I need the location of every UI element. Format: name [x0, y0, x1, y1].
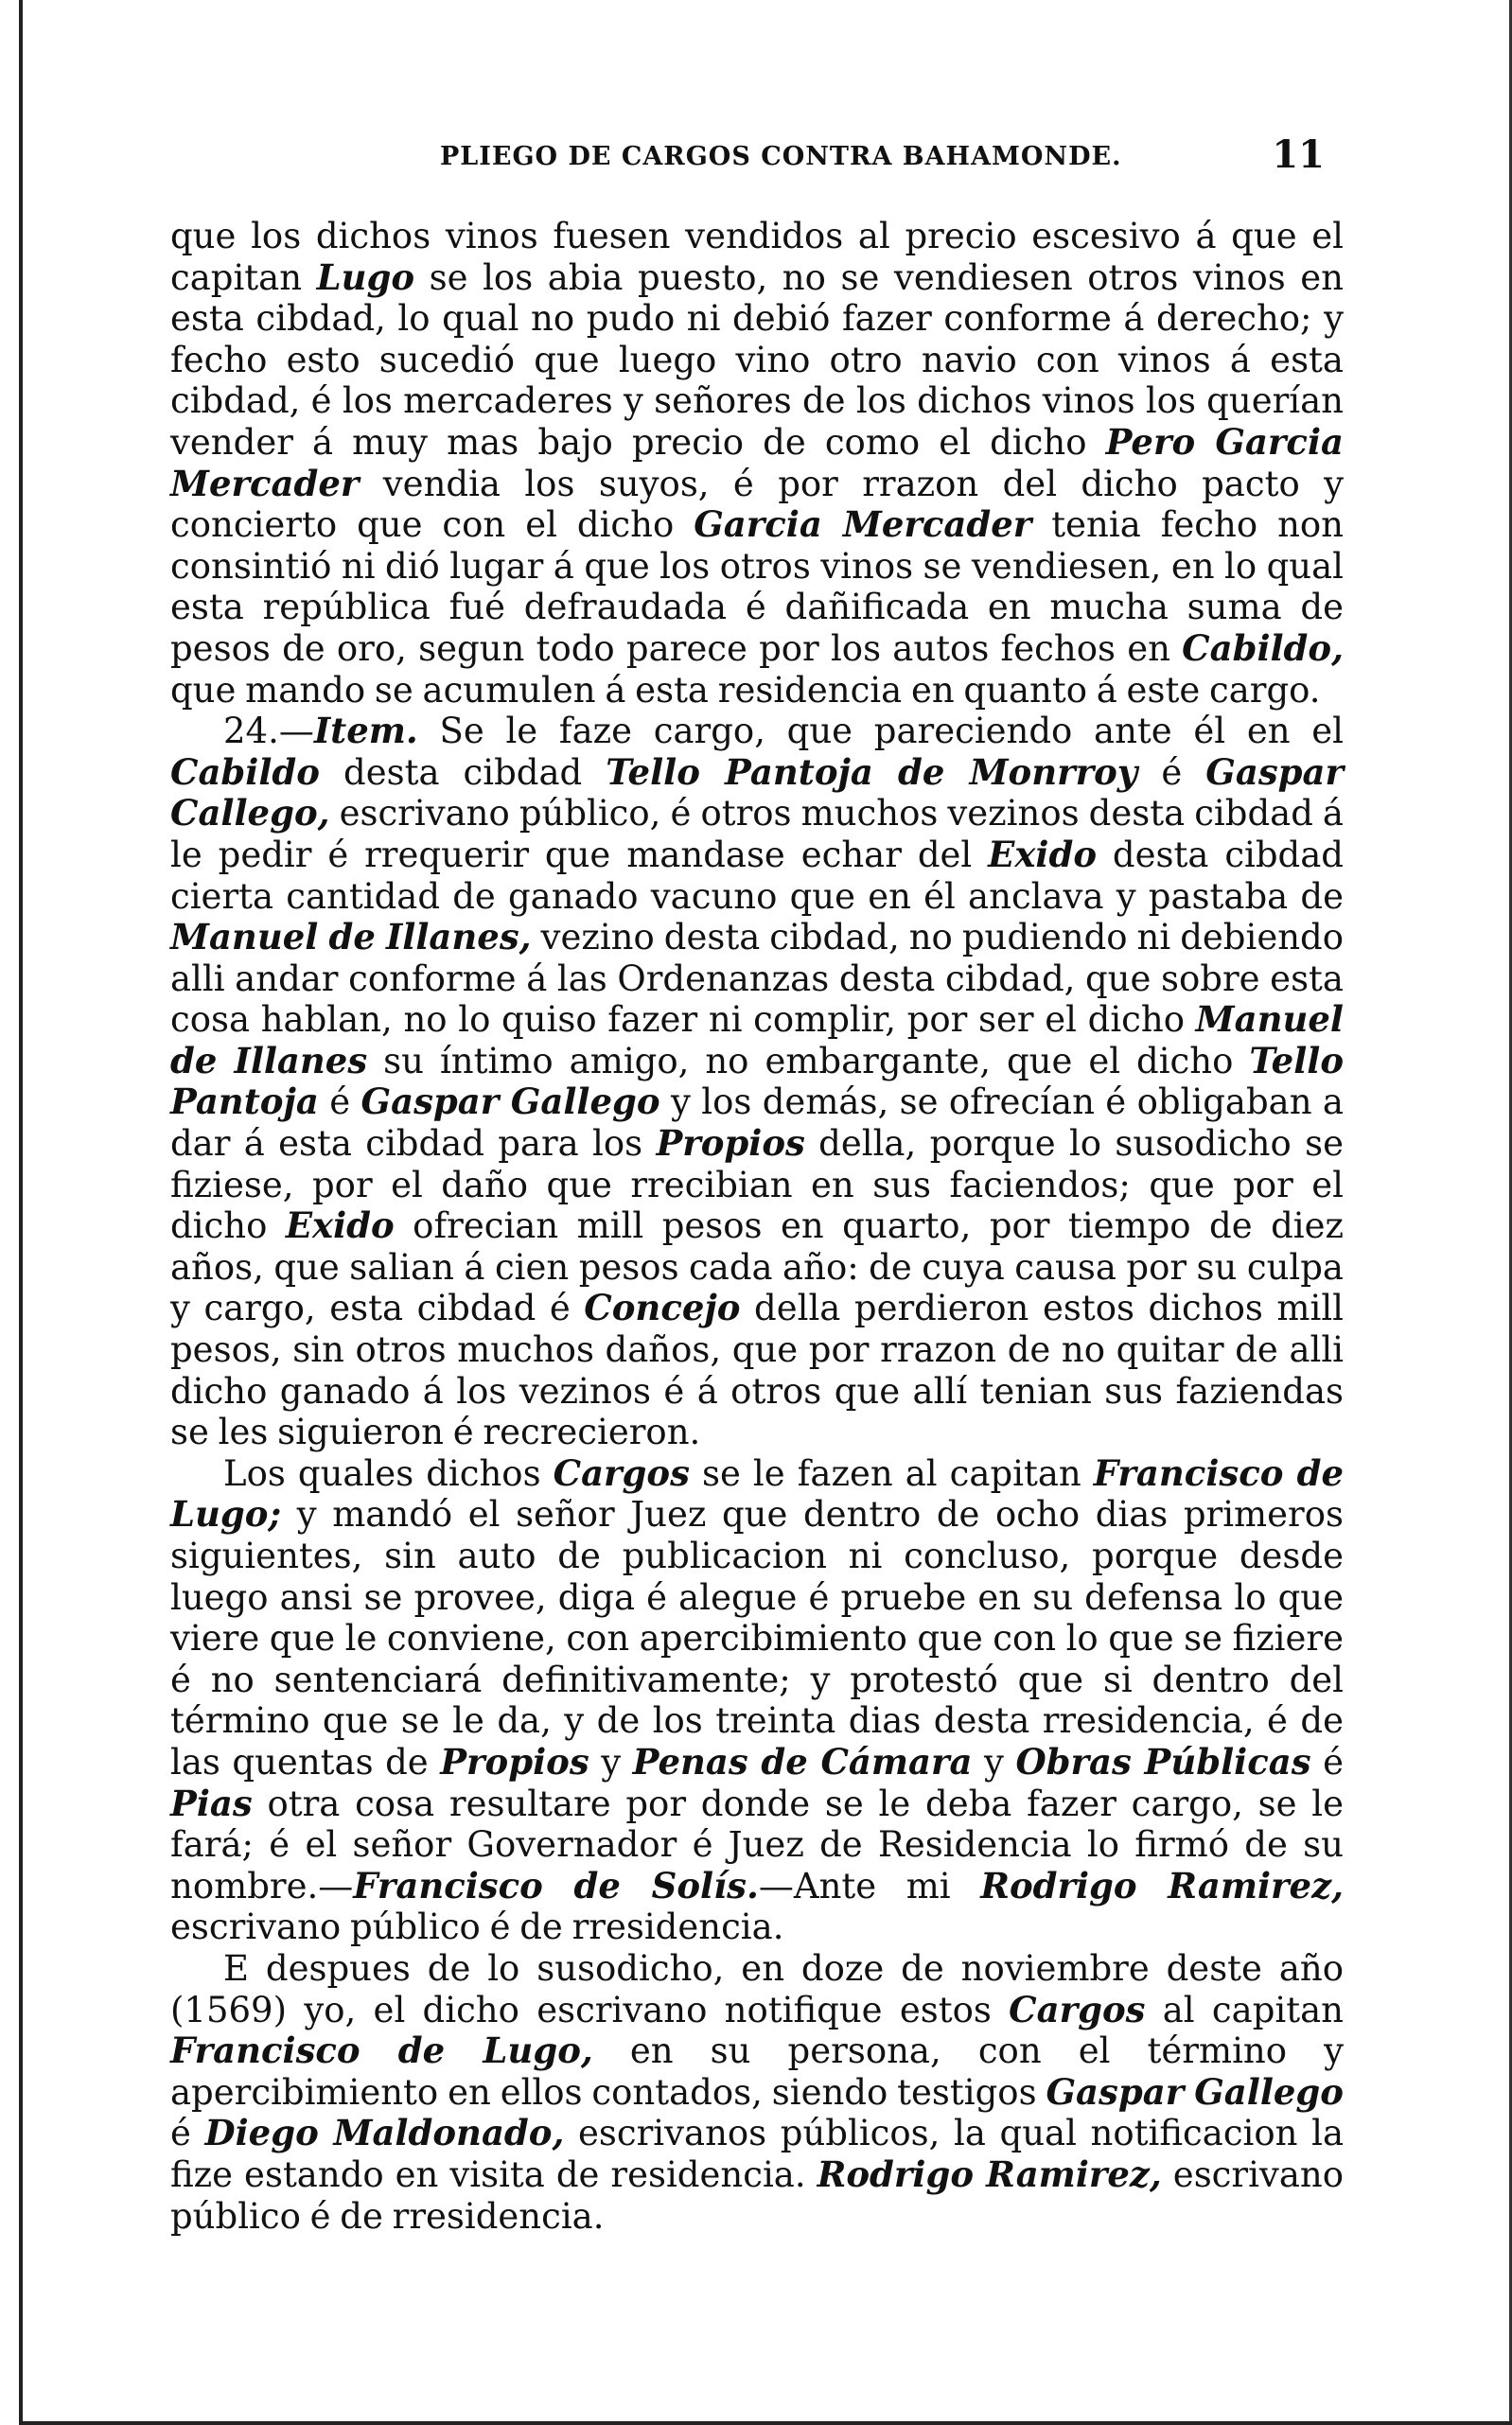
text-run: vendia los suyos, é por rrazon del dicho pacto y concierto que con el dicho: [170, 463, 1344, 546]
italic-name-run: Item.: [313, 710, 418, 752]
text-run: Se le faze cargo, que pareciendo ante él en el: [417, 711, 1344, 752]
paragraph-2: [170, 711, 1344, 1453]
text-run: su íntimo amigo, no embargante, que el dicho: [367, 1040, 1250, 1081]
italic-name-run: Pias: [170, 1782, 253, 1824]
italic-name-run: Gaspar Callego,: [170, 750, 1344, 835]
italic-name-run: Rodrigo Ramirez,: [980, 1864, 1344, 1907]
italic-name-run: Lugo: [316, 255, 415, 298]
italic-name-run: Exido: [988, 833, 1098, 875]
text-run: della, porque lo susodicho se fiziese, por el daño que rrecibian en sus faciendos; que por el dicho: [170, 1123, 1344, 1247]
running-head: [175, 132, 1344, 180]
text-run: escrivano público, é otros muchos vezinos desta cibdad á le pedir é rrequerir que mandase echar del: [170, 793, 1344, 875]
body-text: [170, 216, 1344, 2237]
text-run: y: [589, 1741, 633, 1783]
text-run: é: [170, 2113, 205, 2154]
text-run: vezino desta cibdad, no pudiendo ni debiendo alli andar conforme á las Ordenanzas desta cibdad, que sobre esta cosa hablan, no lo quiso fazer ni complir, por ser el dicho: [170, 917, 1345, 1041]
text-run: ofrecian mill pesos en quarto, por tiempo de diez años, que salian á cien pesos cada año: de cuya causa por su culpa y cargo, esta cibdad é: [170, 1205, 1345, 1329]
text-run: que los dichos vinos fuesen vendidos al precio escesivo á que el capitan: [170, 216, 1344, 298]
italic-name-run: Manuel de Illanes,: [170, 916, 532, 958]
page-edge-bottom: [19, 2421, 1512, 2425]
text-run: escrivano público é de rresidencia.: [170, 1907, 784, 1948]
italic-name-run: Francisco de Lugo;: [170, 1451, 1344, 1536]
italic-name-run: Obras Públicas: [1015, 1740, 1311, 1783]
italic-name-run: Rodrigo Ramirez,: [817, 2153, 1162, 2195]
text-run: se le fazen al capitan: [689, 1452, 1094, 1494]
text-run: otra cosa resultare por donde se le deba fazer cargo, se le fará; é el señor Governador é Juez de Residencia lo firmó de su nombre.—: [170, 1783, 1344, 1907]
text-run: desta cibdad cierta cantidad de ganado vacuno que en él anclava y pastaba de: [170, 834, 1344, 917]
text-run: y: [972, 1741, 1016, 1783]
text-run: é: [318, 1081, 361, 1123]
page-edge-left: [19, 0, 23, 2425]
text-run: al capitan: [1145, 1989, 1344, 2030]
text-run: escrivanos públicos, la qual notificacion la fize estando en visita de residencia.: [170, 2113, 1344, 2195]
page-number: 11: [1272, 132, 1325, 177]
italic-name-run: Cargos: [553, 1451, 690, 1494]
text-run: della perdieron estos dichos mill pesos, sin otros muchos daños, que por rrazon de no quitar de alli dicho ganado á los vezinos é á otros que allí tenian sus faziendas se les siguieron é recrecieron.: [170, 1288, 1345, 1453]
italic-name-run: Tello Pantoja de Monrroy: [606, 750, 1138, 793]
italic-name-run: Exido: [285, 1204, 395, 1247]
text-run: tenia fecho non consintió ni dió lugar á que los otros vinos se vendiesen, en lo qual esta república fué defraudada é dañificada en mucha suma de pesos de oro, segun todo parece por los autos fechos en: [170, 504, 1345, 669]
paragraph-4: [170, 1948, 1344, 2237]
italic-name-run: Tello Pantoja: [170, 1039, 1344, 1123]
italic-name-run: Gaspar Gallego: [1046, 2070, 1344, 2113]
italic-name-run: Francisco de Solís.: [353, 1864, 759, 1907]
italic-name-run: Cabildo,: [1182, 626, 1344, 669]
italic-name-run: Garcia Mercader: [694, 503, 1032, 546]
italic-name-run: Gaspar Gallego: [360, 1081, 660, 1123]
italic-name-run: Diego Maldonado,: [204, 2112, 565, 2154]
italic-name-run: Concejo: [584, 1287, 741, 1329]
running-title: PLIEGO DE CARGOS CONTRA BAHAMONDE.: [440, 142, 1122, 171]
italic-name-run: Propios: [656, 1122, 805, 1165]
text-run: 24.—: [223, 711, 314, 752]
text-run: é: [1137, 751, 1206, 793]
italic-name-run: Penas de Cámara: [632, 1740, 973, 1783]
paragraph-3: [170, 1453, 1344, 1948]
text-run: —Ante mi: [758, 1865, 981, 1907]
italic-name-run: Cargos: [1009, 1988, 1146, 2030]
text-run: y los demás, se ofrecían é obligaban a dar á esta cibdad para los: [170, 1081, 1344, 1165]
text-run: se los abia puesto, no se vendiesen otros vinos en esta cibdad, lo qual no pudo ni debió fazer conforme á derecho; y fecho esto sucedió que luego vino otro navio con vinos á esta cibdad, é los mercaderes y señores de los dichos vinos los querían vender á muy mas bajo precio de como el dicho: [170, 256, 1344, 463]
text-run: é: [1310, 1741, 1344, 1783]
italic-name-run: Cabildo: [170, 750, 320, 793]
paragraph-1: [170, 216, 1344, 711]
italic-name-run: Francisco de Lugo,: [170, 2030, 593, 2072]
italic-name-run: Pero Garcia Mercader: [170, 420, 1344, 504]
text-run: E despues de lo susodicho, en doze de noviembre deste año (1569) yo, el dicho escrivano notifique estos: [170, 1947, 1344, 2030]
text-run: que mando se acumulen á esta residencia en quanto á este cargo.: [170, 669, 1321, 711]
text-run: en su persona, con el término y apercibimiento en ellos contados, siendo testigos: [170, 2030, 1344, 2113]
italic-name-run: Manuel de Illanes: [170, 998, 1344, 1081]
italic-name-run: Propios: [440, 1740, 589, 1783]
text-run: escrivano público é de rresidencia.: [170, 2153, 1344, 2237]
text-run: Los quales dichos: [223, 1452, 554, 1494]
text-run: desta cibdad: [319, 751, 607, 793]
text-run: y mandó el señor Juez que dentro de ocho dias primeros siguientes, sin auto de publicacion ni concluso, porque desde luego ansi se provee, diga é alegue é pruebe en su defensa lo que viere que le conviene, con apercibimiento que con lo que se fiziere é no sentenciará definitivamente; y protestó que si dentro del término que se le da, y de los treinta dias desta rresidencia, é de las quentas de: [170, 1494, 1344, 1783]
